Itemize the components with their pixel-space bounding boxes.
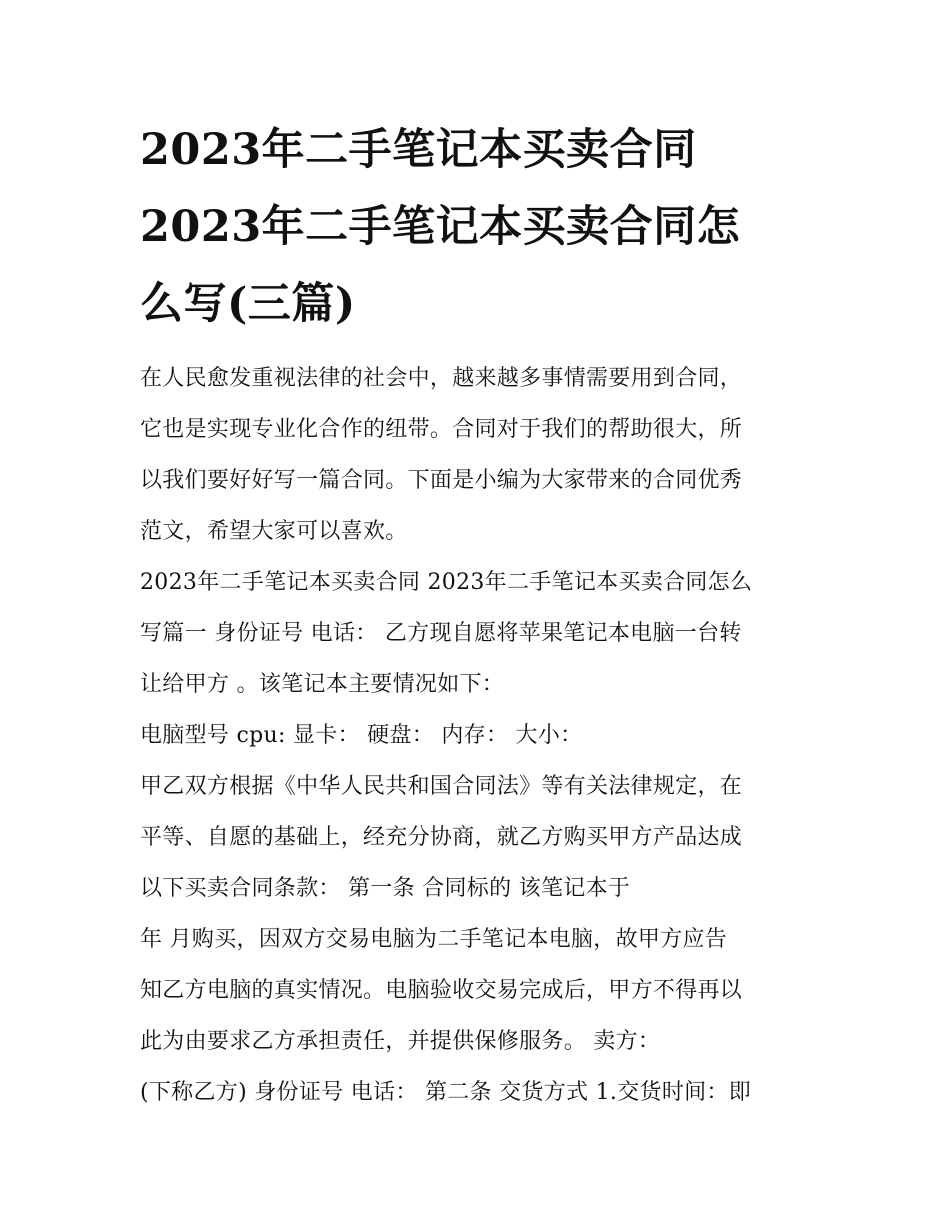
document-title (140, 112, 820, 343)
body-line: 平等、自愿的基础上，经充分协商，就乙方购买甲方产品达成 (140, 825, 743, 850)
body-line: 范文，希望大家可以喜欢。 (140, 519, 408, 544)
body-line: 甲乙双方根据《中华人民共和国合同法》等有关法律规定，在 (140, 774, 743, 799)
body-line: 此为由要求乙方承担责任，并提供保修服务。 卖方： (140, 1029, 661, 1054)
body-line: 以我们要好好写一篇合同。下面是小编为大家带来的合同优秀 (140, 468, 743, 493)
body-line: 让给甲方 。该笔记本主要情况如下： (140, 672, 505, 697)
body-line: 以下买卖合同条款： 第一条 合同标的 该笔记本于 (140, 876, 631, 901)
body-line: 写篇一 身份证号 电话： 乙方现自愿将苹果笔记本电脑一台转 (140, 621, 742, 646)
document-body (140, 353, 820, 1118)
title-line: 么写(三篇) (140, 279, 356, 329)
title-line: 2023年二手笔记本买卖合同 (140, 125, 697, 175)
body-line: 年 月购买，因双方交易电脑为二手笔记本电脑，故甲方应告 (140, 927, 728, 952)
body-line: (下称乙方) 身份证号 电话： 第二条 交货方式 1.交货时间：即 (140, 1080, 752, 1105)
body-line: 知乙方电脑的真实情况。电脑验收交易完成后，甲方不得再以 (140, 978, 743, 1003)
document-page (140, 112, 820, 1118)
body-line: 在人民愈发重视法律的社会中，越来越多事情需要用到合同， (140, 366, 743, 391)
body-line: 2023年二手笔记本买卖合同 2023年二手笔记本买卖合同怎么 (140, 570, 753, 595)
title-line: 2023年二手笔记本买卖合同怎 (140, 202, 741, 252)
body-line: 它也是实现专业化合作的纽带。合同对于我们的帮助很大，所 (140, 417, 743, 442)
body-line: 电脑型号 cpu: 显卡： 硬盘： 内存： 大小： (140, 723, 583, 748)
